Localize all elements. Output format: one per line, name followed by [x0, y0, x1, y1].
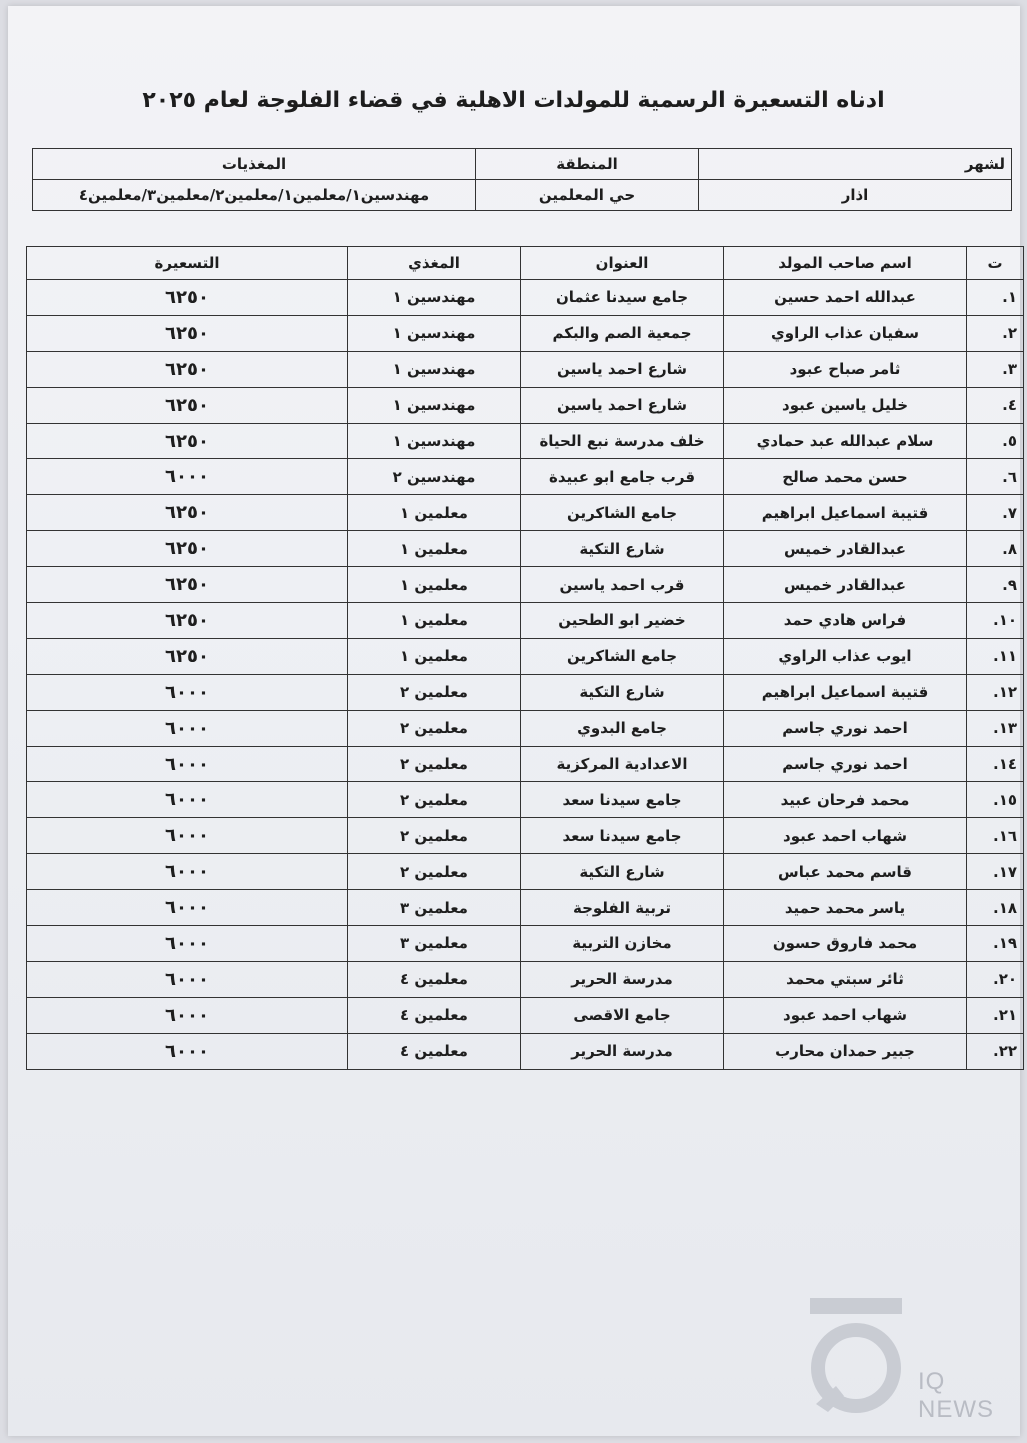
row-number: ١٧.: [967, 854, 1024, 890]
table-row: [27, 531, 1024, 567]
address: مخازن التربية: [521, 926, 724, 962]
row-number: ٢٠.: [967, 961, 1024, 997]
owner-name: عبدالقادر خميس: [724, 531, 967, 567]
price: ٦٢٥٠: [27, 638, 348, 674]
watermark-brand: IQ NEWS: [918, 1368, 994, 1423]
table-row: [27, 315, 1024, 351]
col-header-price: التسعيرة: [27, 247, 348, 280]
table-row: [27, 746, 1024, 782]
table-row: [27, 387, 1024, 423]
row-number: ١٣.: [967, 710, 1024, 746]
price: ٦٢٥٠: [27, 495, 348, 531]
address: جمعية الصم والبكم: [521, 315, 724, 351]
header-col-feeders: المغذيات: [33, 149, 476, 180]
price: ٦٠٠٠: [27, 926, 348, 962]
feeder: معلمين ١: [348, 567, 521, 603]
header-col-month: لشهر: [699, 149, 1012, 180]
address: قرب احمد ياسين: [521, 567, 724, 603]
table-row: [27, 890, 1024, 926]
table-row: [27, 495, 1024, 531]
col-header-feeder: المغذي: [348, 247, 521, 280]
price: ٦٠٠٠: [27, 997, 348, 1033]
feeder: معلمين ١: [348, 495, 521, 531]
price: ٦٠٠٠: [27, 961, 348, 997]
address: جامع سيدنا عثمان: [521, 280, 724, 316]
header-area-value: حي المعلمين: [476, 180, 699, 211]
price: ٦٠٠٠: [27, 890, 348, 926]
owner-name: خليل ياسين عبود: [724, 387, 967, 423]
price: ٦٢٥٠: [27, 351, 348, 387]
address: جامع سيدنا سعد: [521, 782, 724, 818]
row-number: ١٤.: [967, 746, 1024, 782]
header-table-head: [33, 149, 1012, 180]
owner-name: قتيبة اسماعيل ابراهيم: [724, 495, 967, 531]
address: جامع الشاكرين: [521, 495, 724, 531]
feeder: معلمين ٤: [348, 1033, 521, 1069]
owner-name: ثائر سبتي محمد: [724, 961, 967, 997]
owner-name: شهاب احمد عبود: [724, 818, 967, 854]
address: شارع احمد ياسين: [521, 387, 724, 423]
price: ٦٢٥٠: [27, 387, 348, 423]
price: ٦٠٠٠: [27, 710, 348, 746]
owner-name: محمد فاروق حسون: [724, 926, 967, 962]
feeder: معلمين ٢: [348, 818, 521, 854]
iq-news-watermark: [806, 1296, 1016, 1423]
price: ٦٠٠٠: [27, 1033, 348, 1069]
feeder: مهندسين ١: [348, 351, 521, 387]
price: ٦٢٥٠: [27, 315, 348, 351]
table-row: [27, 854, 1024, 890]
feeder: معلمين ٢: [348, 746, 521, 782]
row-number: ٢.: [967, 315, 1024, 351]
feeder: معلمين ٢: [348, 674, 521, 710]
price: ٦٢٥٠: [27, 531, 348, 567]
owner-name: سلام عبدالله عبد حمادي: [724, 423, 967, 459]
row-number: ١٥.: [967, 782, 1024, 818]
feeder: معلمين ٣: [348, 890, 521, 926]
feeder: مهندسين ١: [348, 423, 521, 459]
feeder: معلمين ٣: [348, 926, 521, 962]
row-number: ٦.: [967, 459, 1024, 495]
price: ٦٠٠٠: [27, 674, 348, 710]
feeder: معلمين ٢: [348, 710, 521, 746]
address: شارع التكية: [521, 854, 724, 890]
table-row: [27, 674, 1024, 710]
address: جامع سيدنا سعد: [521, 818, 724, 854]
row-number: ١٨.: [967, 890, 1024, 926]
row-number: ٢١.: [967, 997, 1024, 1033]
address: جامع البدوي: [521, 710, 724, 746]
row-number: ٧.: [967, 495, 1024, 531]
table-row: [27, 710, 1024, 746]
owner-name: احمد نوري جاسم: [724, 710, 967, 746]
price: ٦٠٠٠: [27, 818, 348, 854]
header-month-value: اذار: [699, 180, 1012, 211]
owner-name: قاسم محمد عباس: [724, 854, 967, 890]
row-number: ١٩.: [967, 926, 1024, 962]
feeder: مهندسين ١: [348, 387, 521, 423]
table-row: [27, 459, 1024, 495]
row-number: ١١.: [967, 638, 1024, 674]
generators-table: [26, 246, 1024, 1070]
row-number: ٨.: [967, 531, 1024, 567]
iq-news-logo-icon: [806, 1296, 916, 1416]
row-number: ١.: [967, 280, 1024, 316]
table-row: [27, 1033, 1024, 1069]
header-col-area: المنطقة: [476, 149, 699, 180]
price: ٦٢٥٠: [27, 567, 348, 603]
table-row: [27, 423, 1024, 459]
address: جامع الشاكرين: [521, 638, 724, 674]
row-number: ٩.: [967, 567, 1024, 603]
price: ٦٠٠٠: [27, 746, 348, 782]
address: مدرسة الحرير: [521, 961, 724, 997]
feeder: معلمين ٢: [348, 782, 521, 818]
row-number: ٣.: [967, 351, 1024, 387]
owner-name: احمد نوري جاسم: [724, 746, 967, 782]
header-feeders-value: مهندسين١/معلمين١/معلمين٢/معلمين٣/معلمين٤: [33, 180, 476, 211]
feeder: معلمين ١: [348, 603, 521, 639]
price: ٦٢٥٠: [27, 423, 348, 459]
table-row: [27, 638, 1024, 674]
address: شارع التكية: [521, 531, 724, 567]
owner-name: ايوب عذاب الراوي: [724, 638, 967, 674]
owner-name: عبدالقادر خميس: [724, 567, 967, 603]
owner-name: ياسر محمد حميد: [724, 890, 967, 926]
row-number: ١٠.: [967, 603, 1024, 639]
owner-name: عبدالله احمد حسين: [724, 280, 967, 316]
owner-name: ثامر صباح عبود: [724, 351, 967, 387]
feeder: معلمين ١: [348, 638, 521, 674]
address: الاعدادية المركزية: [521, 746, 724, 782]
feeder: معلمين ٤: [348, 997, 521, 1033]
feeder: معلمين ٢: [348, 854, 521, 890]
col-header-owner: اسم صاحب المولد: [724, 247, 967, 280]
table-row: [27, 782, 1024, 818]
owner-name: قتيبة اسماعيل ابراهيم: [724, 674, 967, 710]
header-table-values: [33, 180, 1012, 211]
col-header-address: العنوان: [521, 247, 724, 280]
address: جامع الاقصى: [521, 997, 724, 1033]
price: ٦٠٠٠: [27, 782, 348, 818]
price: ٦٢٥٠: [27, 280, 348, 316]
table-header-row: [27, 247, 1024, 280]
address: مدرسة الحرير: [521, 1033, 724, 1069]
row-number: ١٢.: [967, 674, 1024, 710]
table-row: [27, 280, 1024, 316]
feeder: مهندسين ٢: [348, 459, 521, 495]
header-table: [32, 148, 1012, 211]
address: قرب جامع ابو عبيدة: [521, 459, 724, 495]
owner-name: حسن محمد صالح: [724, 459, 967, 495]
row-number: ٤.: [967, 387, 1024, 423]
price: ٦٢٥٠: [27, 603, 348, 639]
feeder: معلمين ٤: [348, 961, 521, 997]
row-number: ١٦.: [967, 818, 1024, 854]
table-row: [27, 567, 1024, 603]
feeder: معلمين ١: [348, 531, 521, 567]
table-row: [27, 961, 1024, 997]
owner-name: فراس هادي حمد: [724, 603, 967, 639]
price: ٦٠٠٠: [27, 459, 348, 495]
address: خلف مدرسة نبع الحياة: [521, 423, 724, 459]
table-row: [27, 818, 1024, 854]
address: شارع احمد ياسين: [521, 351, 724, 387]
feeder: مهندسين ١: [348, 280, 521, 316]
feeder: مهندسين ١: [348, 315, 521, 351]
table-row: [27, 997, 1024, 1033]
owner-name: سفيان عذاب الراوي: [724, 315, 967, 351]
owner-name: محمد فرحان عبيد: [724, 782, 967, 818]
document-title: ادناه التسعيرة الرسمية للمولدات الاهلية في قضاء الفلوجة لعام ٢٠٢٥: [142, 88, 885, 113]
row-number: ٥.: [967, 423, 1024, 459]
table-row: [27, 603, 1024, 639]
row-number: ٢٢.: [967, 1033, 1024, 1069]
address: خضير ابو الطحين: [521, 603, 724, 639]
table-row: [27, 926, 1024, 962]
table-row: [27, 351, 1024, 387]
address: شارع التكية: [521, 674, 724, 710]
owner-name: شهاب احمد عبود: [724, 997, 967, 1033]
price: ٦٠٠٠: [27, 854, 348, 890]
address: تربية الفلوجة: [521, 890, 724, 926]
col-header-num: ت: [967, 247, 1024, 280]
owner-name: جبير حمدان محارب: [724, 1033, 967, 1069]
